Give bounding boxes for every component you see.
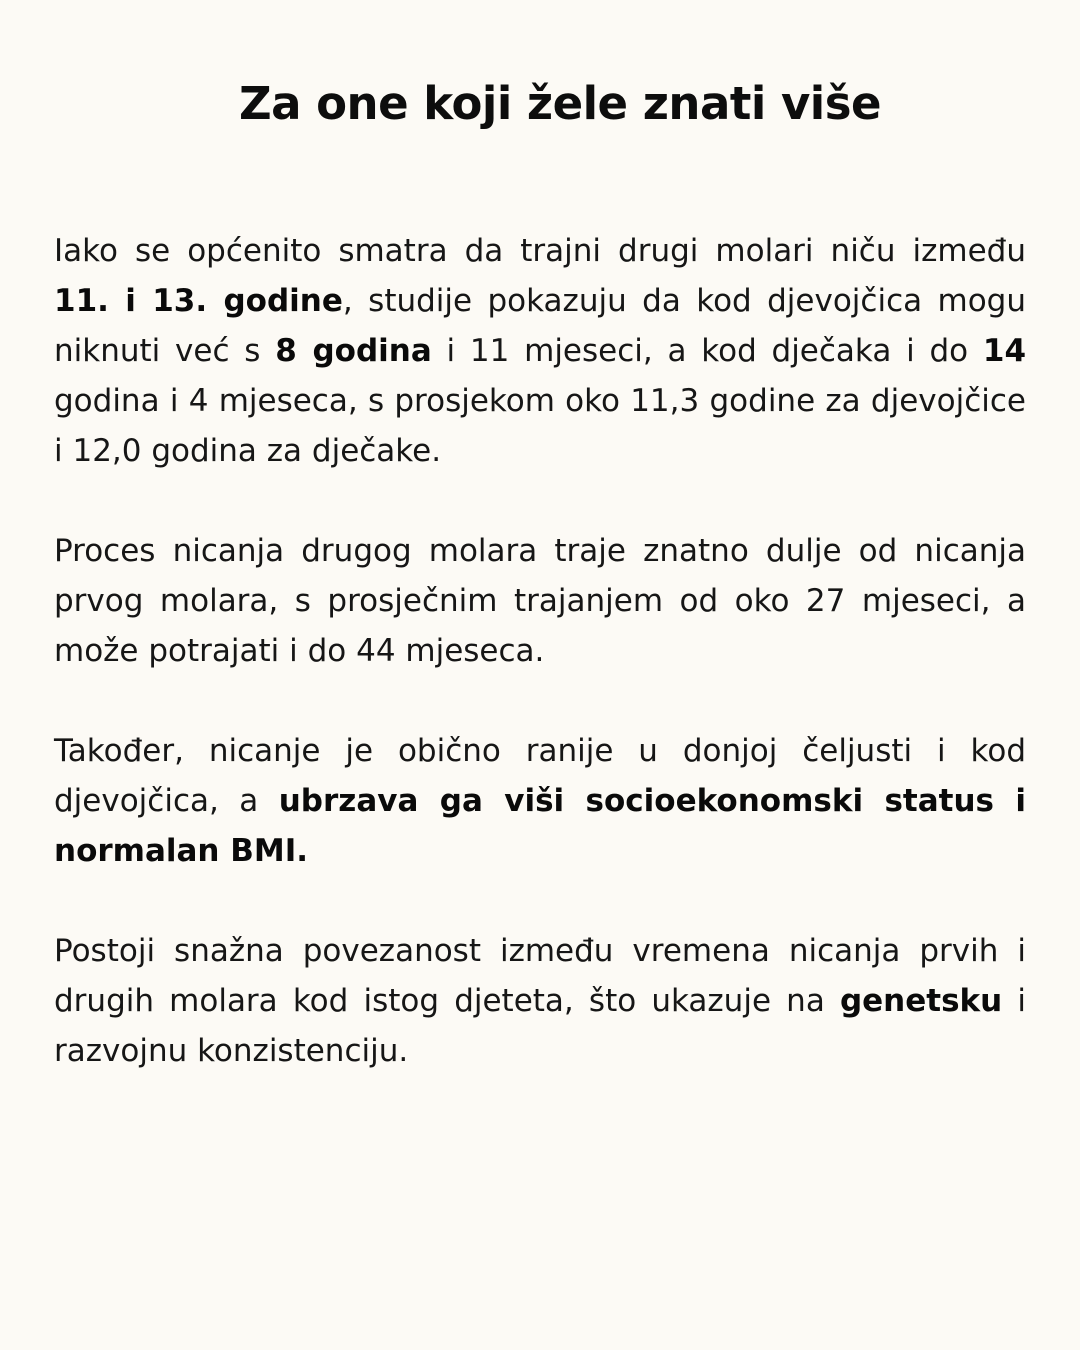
paragraph-4 (54, 926, 1026, 1076)
paragraph-2 (54, 526, 1026, 676)
paragraph-3 (54, 726, 1026, 876)
emphasis-text: 11. i 13. godine (54, 283, 343, 319)
emphasis-text: 14 (982, 333, 1027, 369)
paragraph-text: Iako se općenito smatra da trajni drugi molari niču između (54, 233, 1026, 269)
emphasis-text: 8 godina (275, 333, 432, 369)
emphasis-text: ubrzava ga viši socioekonomski status i normalan BMI. (54, 783, 1026, 869)
paragraph-text: Postoji snažna povezanost između vremena nicanja prvih i drugih molara kod istog djeteta, što ukazuje na (54, 933, 1026, 1019)
paragraph-text: godina i 4 mjeseca, s prosjekom oko 11,3 godine za djevojčice i 12,0 godina za dječake. (54, 383, 1026, 469)
paragraph-text: Proces nicanja drugog molara traje znatno dulje od nicanja prvog molara, s prosječnim trajanjem od oko 27 mjeseci, a može potrajati i do 44 mjeseca. (54, 533, 1026, 669)
paragraph-text: i razvojnu konzistenciju. (54, 983, 1026, 1069)
paragraph-text: i 11 mjeseci, a kod dječaka i do (431, 333, 983, 369)
paragraph-text: Također, nicanje je obično ranije u donjoj čeljusti i kod djevojčica, a (54, 733, 1026, 819)
paragraph-1 (54, 226, 1026, 476)
page-title: Za one koji žele znati više (238, 77, 882, 130)
article-body (54, 226, 1026, 1126)
emphasis-text: genetsku (839, 983, 1003, 1019)
paragraph-text: , studije pokazuju da kod djevojčica mogu niknuti već s (54, 283, 1027, 369)
